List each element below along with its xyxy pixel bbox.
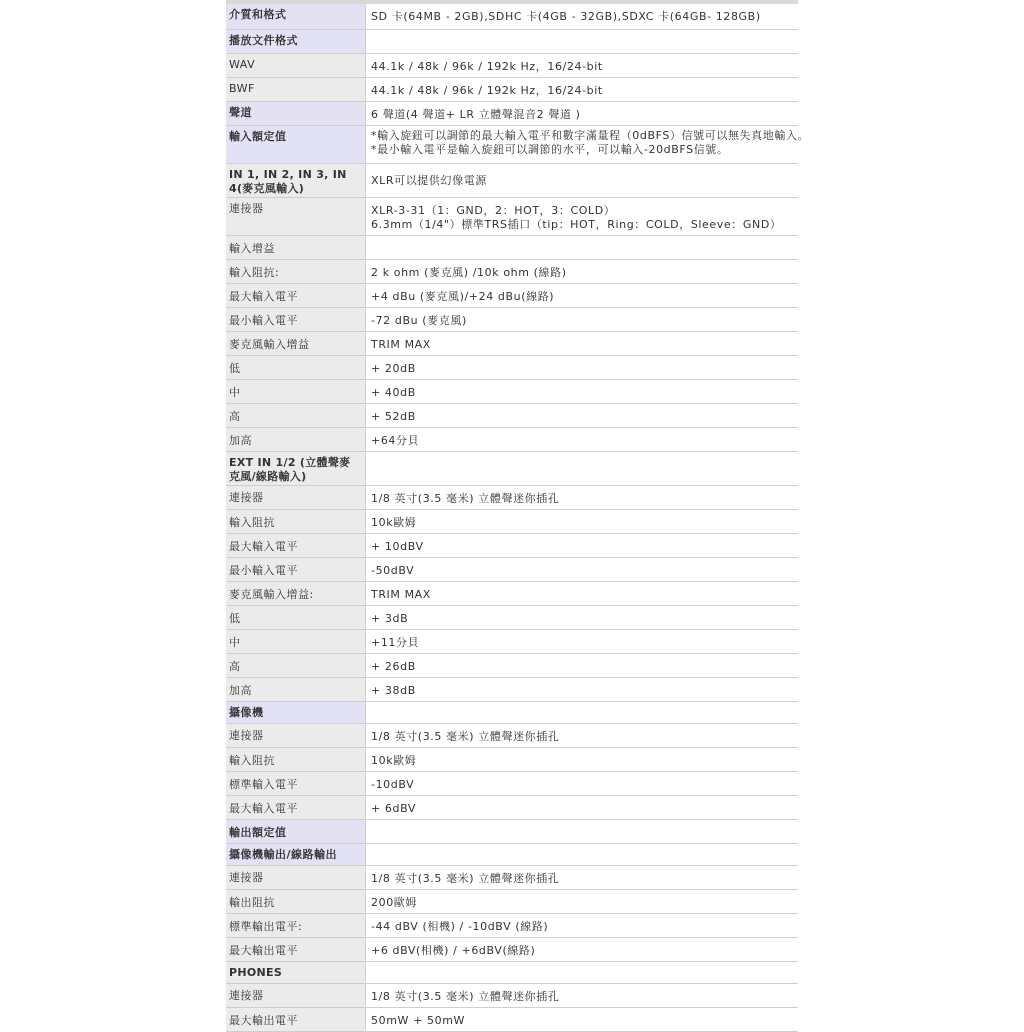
table-row [226, 724, 798, 748]
table-row [226, 356, 798, 380]
row-value: + 20dB [366, 356, 798, 379]
table-row [226, 582, 798, 606]
row-label: 最小輸入電平 [226, 308, 366, 331]
table-row [226, 260, 798, 284]
row-label: WAV [226, 54, 366, 77]
row-value: 1/8 英寸(3.5 毫米) 立體聲迷你插孔 [366, 866, 798, 889]
table-row [226, 404, 798, 428]
table-row [226, 126, 810, 164]
row-label: 播放文件格式 [226, 30, 366, 53]
row-value: + 52dB [366, 404, 798, 427]
row-label: 最大輸入電平 [226, 284, 366, 307]
row-label: 標準輸入電平 [226, 772, 366, 795]
row-value: 50mW + 50mW [366, 1008, 798, 1031]
row-value: 44.1k / 48k / 96k / 192k Hz，16/24-bit [366, 54, 798, 77]
table-row [226, 428, 798, 452]
row-label: 聲道 [226, 102, 366, 125]
table-row [226, 510, 798, 534]
table-row [226, 866, 798, 890]
row-value: +64分貝 [366, 428, 798, 451]
row-value: TRIM MAX [366, 332, 798, 355]
row-value: TRIM MAX [366, 582, 798, 605]
row-label: 低 [226, 606, 366, 629]
row-label: 連接器 [226, 198, 366, 235]
row-label: 輸入阻抗: [226, 260, 366, 283]
table-row [226, 102, 798, 126]
row-label: 輸入額定值 [226, 126, 366, 163]
row-value: +11分貝 [366, 630, 798, 653]
row-value: + 10dBV [366, 534, 798, 557]
table-row [226, 486, 798, 510]
row-label: 攝像機輸出/線路輸出 [226, 844, 366, 865]
table-row [226, 30, 798, 54]
table-row [226, 54, 798, 78]
table-row [226, 558, 798, 582]
table-row [226, 380, 798, 404]
row-label: IN 1, IN 2, IN 3, IN 4(麥克風輸入) [226, 164, 366, 197]
table-row [226, 984, 798, 1008]
row-label: 連接器 [226, 486, 366, 509]
row-label: EXT IN 1/2 (立體聲麥克風/線路輸入) [226, 452, 366, 485]
table-row [226, 198, 798, 236]
row-value-line: *最小輸入電平是輸入旋鈕可以調節的水平，可以輸入-20dBFS信號。 [371, 143, 729, 156]
row-value-line: *輸入旋鈕可以調節的最大輸入電平和數字滿量程（0dBFS）信號可以無失真地輸入。 [371, 129, 810, 142]
spec-table [226, 0, 810, 1032]
table-row [226, 748, 798, 772]
row-label: 高 [226, 404, 366, 427]
row-value: 1/8 英寸(3.5 毫米) 立體聲迷你插孔 [366, 984, 798, 1007]
row-value: + 38dB [366, 678, 798, 701]
table-row [226, 236, 798, 260]
row-label: 最大輸出電平 [226, 938, 366, 961]
row-label: 輸出阻抗 [226, 890, 366, 913]
row-label: 最大輸入電平 [226, 534, 366, 557]
row-value-line: 6.3mm（1/4"）標準TRS插口（tip：HOT，Ring：COLD，Sleeve：GND） [371, 218, 782, 231]
table-row [226, 938, 798, 962]
row-value [366, 962, 798, 983]
table-row [226, 962, 798, 984]
table-row [226, 284, 798, 308]
row-label: 中 [226, 630, 366, 653]
table-row [226, 164, 798, 198]
table-row [226, 4, 798, 30]
table-row [226, 678, 798, 702]
table-row [226, 796, 798, 820]
row-value: XLR可以提供幻像電源 [366, 164, 798, 197]
row-value [366, 236, 798, 259]
row-label: 低 [226, 356, 366, 379]
table-row [226, 606, 798, 630]
table-row [226, 820, 798, 844]
row-value: 10k歐姆 [366, 510, 798, 533]
row-value: 2 k ohm (麥克風) /10k ohm (線路) [366, 260, 798, 283]
row-label: 連接器 [226, 984, 366, 1007]
row-value: 10k歐姆 [366, 748, 798, 771]
table-row [226, 1008, 798, 1032]
row-value [366, 844, 798, 865]
table-row [226, 772, 798, 796]
row-value: -72 dBu (麥克風) [366, 308, 798, 331]
row-label: 輸出額定值 [226, 820, 366, 843]
row-value: SD 卡(64MB - 2GB),SDHC 卡(4GB - 32GB),SDXC 卡(64GB- 128GB) [366, 4, 798, 29]
row-value [366, 126, 813, 163]
table-row [226, 534, 798, 558]
row-label: 輸入增益 [226, 236, 366, 259]
row-label: 輸入阻抗 [226, 748, 366, 771]
table-row [226, 914, 798, 938]
row-label: 介質和格式 [226, 4, 366, 29]
row-label: 連接器 [226, 866, 366, 889]
row-value [366, 702, 798, 723]
row-label: 高 [226, 654, 366, 677]
table-row [226, 630, 798, 654]
row-label: 連接器 [226, 724, 366, 747]
table-row [226, 890, 798, 914]
row-value: +6 dBV(相機) / +6dBV(線路) [366, 938, 798, 961]
row-label: 麥克風輸入增益 [226, 332, 366, 355]
row-value: -50dBV [366, 558, 798, 581]
table-row [226, 702, 798, 724]
row-label: 標準輸出電平: [226, 914, 366, 937]
row-label: 最大輸出電平 [226, 1008, 366, 1031]
table-row [226, 452, 798, 486]
row-value: 44.1k / 48k / 96k / 192k Hz，16/24-bit [366, 78, 798, 101]
row-label: 最小輸入電平 [226, 558, 366, 581]
row-label: 輸入阻抗 [226, 510, 366, 533]
row-label: 麥克風輸入增益: [226, 582, 366, 605]
row-value: 6 聲道(4 聲道+ LR 立體聲混音2 聲道 ) [366, 102, 798, 125]
row-label: 中 [226, 380, 366, 403]
row-value: 200歐姆 [366, 890, 798, 913]
table-row [226, 78, 798, 102]
row-value: 1/8 英寸(3.5 毫米) 立體聲迷你插孔 [366, 486, 798, 509]
row-value [366, 820, 798, 843]
row-label: PHONES [226, 962, 366, 983]
table-row [226, 332, 798, 356]
row-value: 1/8 英寸(3.5 毫米) 立體聲迷你插孔 [366, 724, 798, 747]
row-value [366, 198, 798, 235]
table-row [226, 844, 798, 866]
row-label: 最大輸入電平 [226, 796, 366, 819]
row-value: +4 dBu (麥克風)/+24 dBu(線路) [366, 284, 798, 307]
row-value-line: XLR-3-31（1：GND，2：HOT，3：COLD） [371, 204, 616, 217]
row-value: -44 dBV (相機) / -10dBV (線路) [366, 914, 798, 937]
row-value: + 3dB [366, 606, 798, 629]
row-value [366, 452, 798, 485]
table-row [226, 654, 798, 678]
row-label: BWF [226, 78, 366, 101]
row-value [366, 30, 798, 53]
row-value: + 26dB [366, 654, 798, 677]
row-label: 攝像機 [226, 702, 366, 723]
row-value: + 40dB [366, 380, 798, 403]
row-label: 加高 [226, 678, 366, 701]
row-value: + 6dBV [366, 796, 798, 819]
row-label: 加高 [226, 428, 366, 451]
row-value: -10dBV [366, 772, 798, 795]
table-row [226, 308, 798, 332]
